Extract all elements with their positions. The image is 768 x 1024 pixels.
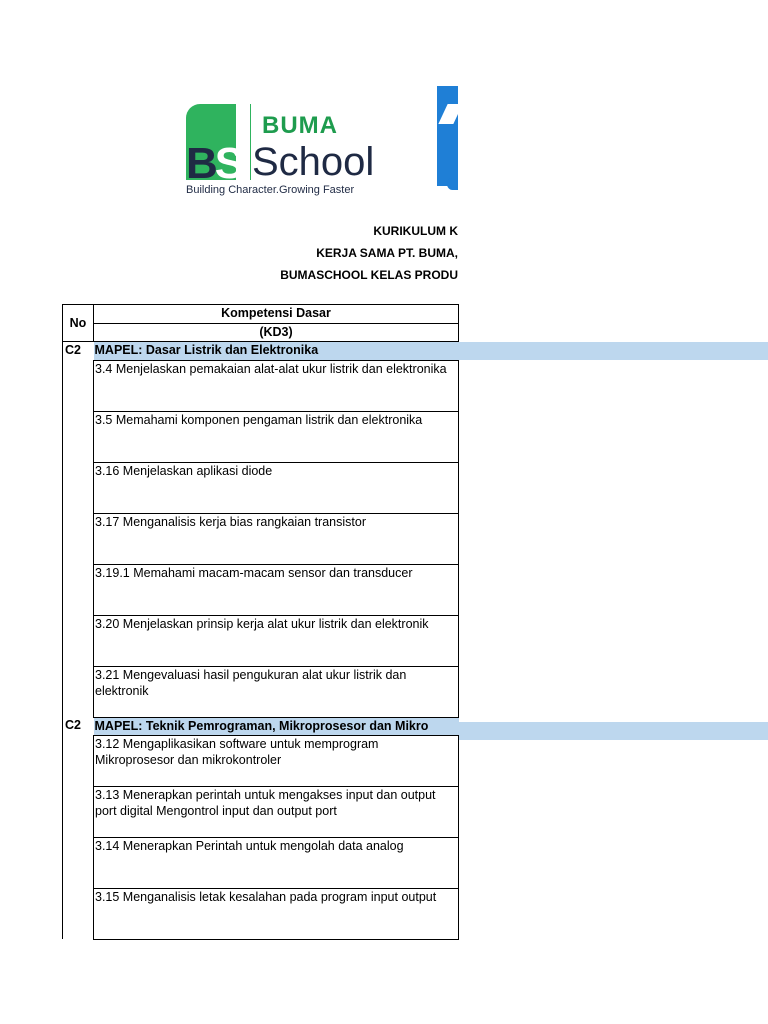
kompetensi-dasar-table bbox=[62, 304, 459, 940]
section-row bbox=[63, 342, 459, 361]
table-row bbox=[63, 615, 459, 666]
kd-cell: 3.20 Menjelaskan prinsip kerja alat ukur listrik dan elektronik bbox=[94, 615, 459, 666]
col-kd-header: Kompetensi Dasar bbox=[94, 305, 459, 324]
logo-tagline: Building Character.Growing Faster bbox=[186, 184, 355, 196]
kd-cell: 3.14 Menerapkan Perintah untuk mengolah data analog bbox=[94, 837, 459, 888]
logo-buma-text: BUMA bbox=[262, 112, 338, 139]
table-row bbox=[63, 462, 459, 513]
table-row bbox=[63, 564, 459, 615]
header-line-2: KERJA SAMA PT. BUMA, bbox=[316, 246, 458, 260]
kd-cell: 3.16 Menjelaskan aplikasi diode bbox=[94, 462, 459, 513]
kd-cell: 3.12 Mengaplikasikan software untuk memprogram Mikroprosesor dan mikrokontroler bbox=[94, 735, 459, 786]
buma-school-logo bbox=[186, 104, 386, 200]
kd-cell: 3.4 Menjelaskan pemakaian alat-alat ukur listrik dan elektronika bbox=[94, 360, 459, 411]
table-row bbox=[63, 786, 459, 837]
kd-cell: 3.15 Menganalisis letak kesalahan pada program input output bbox=[94, 888, 459, 939]
kd-cell: 3.5 Memahami komponen pengaman listrik dan elektronika bbox=[94, 411, 459, 462]
kd-cell: 3.21 Mengevaluasi hasil pengukuran alat ukur listrik dan elektronik bbox=[94, 666, 459, 717]
table-row bbox=[63, 513, 459, 564]
table-row bbox=[63, 888, 459, 939]
header-line-1: KURIKULUM K bbox=[373, 224, 458, 238]
header-line-3: BUMASCHOOL KELAS PRODU bbox=[280, 268, 458, 282]
logo-divider bbox=[250, 104, 251, 180]
col-kd-subheader: (KD3) bbox=[94, 323, 459, 342]
table-row bbox=[63, 360, 459, 411]
kd-cell: 3.17 Menganalisis kerja bias rangkaian transistor bbox=[94, 513, 459, 564]
logo-school-text: School bbox=[252, 140, 375, 184]
table-row bbox=[63, 735, 459, 786]
col-no-header: No bbox=[63, 305, 94, 342]
section-band bbox=[458, 722, 768, 740]
table-row bbox=[63, 411, 459, 462]
section-title: MAPEL: Dasar Listrik dan Elektronika bbox=[94, 342, 459, 361]
section-band bbox=[458, 342, 768, 360]
partner-logo-dot bbox=[447, 178, 458, 190]
kd-cell: 3.19.1 Memahami macam-macam sensor dan transducer bbox=[94, 564, 459, 615]
partner-logo bbox=[437, 86, 458, 190]
table-row bbox=[63, 666, 459, 717]
table-header-row bbox=[63, 305, 459, 324]
section-no: C2 bbox=[63, 717, 94, 735]
section-no: C2 bbox=[63, 342, 94, 361]
logo-mark: BS bbox=[186, 139, 242, 188]
section-title: MAPEL: Teknik Pemrograman, Mikroprosesor dan Mikro bbox=[94, 717, 459, 735]
section-row bbox=[63, 717, 459, 735]
table-row bbox=[63, 837, 459, 888]
partner-logo-bar bbox=[437, 86, 458, 186]
kd-cell: 3.13 Menerapkan perintah untuk mengakses input dan output port digital Mengontrol input dan output port bbox=[94, 786, 459, 837]
